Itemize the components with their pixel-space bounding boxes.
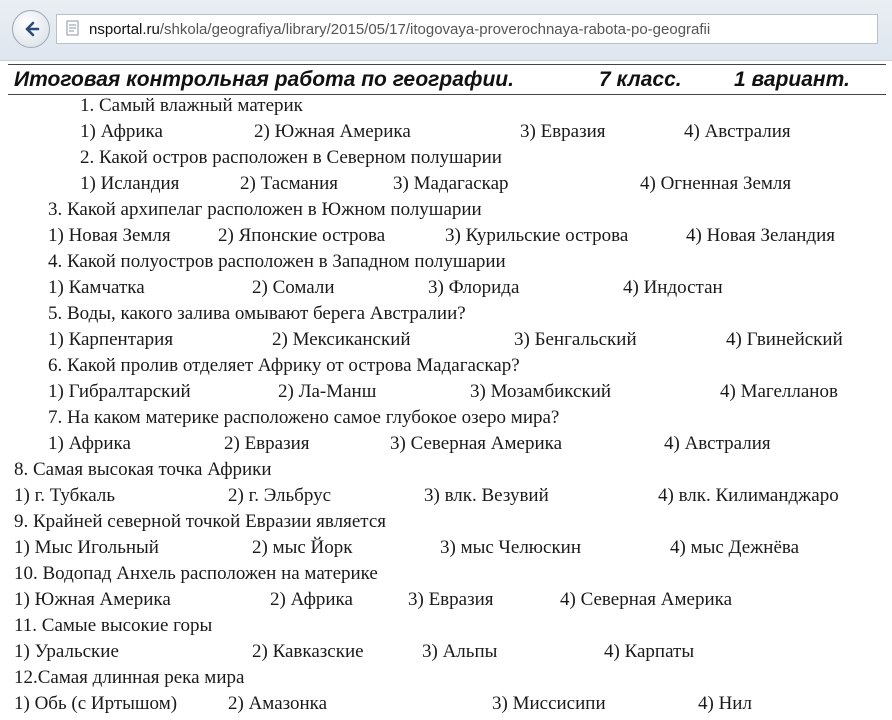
- option: 1) Африка: [80, 121, 163, 142]
- page-icon: [65, 20, 83, 38]
- question-row: [0, 93, 892, 119]
- question-row: [0, 249, 892, 275]
- option: 2) Африка: [270, 589, 353, 610]
- question-row: [0, 613, 892, 639]
- option: 4) Северная Америка: [560, 589, 733, 610]
- option: 1) Обь (с Иртышом): [14, 693, 178, 714]
- top-rule: [8, 64, 886, 65]
- option: 4) Огненная Земля: [640, 173, 792, 194]
- options-row: [0, 535, 892, 561]
- option: 1) Карпентария: [48, 329, 174, 350]
- question-row: [0, 197, 892, 223]
- option: 2) Мексиканский: [272, 329, 411, 350]
- options-row: [0, 275, 892, 301]
- option: 3) Альпы: [422, 641, 498, 662]
- question-text: 4. Какой полуостров расположен в Западном полушарии: [48, 251, 506, 272]
- option: 2) Сомали: [252, 277, 335, 298]
- question-text: 5. Воды, какого залива омывают берега Австралии?: [48, 303, 466, 324]
- question-row: [0, 145, 892, 171]
- address-bar[interactable]: [56, 14, 878, 44]
- question-row: [0, 405, 892, 431]
- browser-toolbar: [0, 0, 892, 61]
- question-text: 7. На каком материке расположено самое глубокое озеро мира?: [48, 407, 560, 428]
- option: 4) Магелланов: [720, 381, 838, 402]
- question-row: [0, 561, 892, 587]
- option: 3) Мадагаскар: [393, 173, 509, 194]
- option: 3) Евразия: [520, 121, 606, 142]
- option: 3) Северная Америка: [390, 433, 563, 454]
- options-row: [0, 379, 892, 405]
- question-text: 6. Какой пролив отделяет Африку от острова Мадагаскар?: [48, 355, 520, 376]
- option: 3) влк. Везувий: [424, 485, 549, 506]
- back-button[interactable]: [12, 10, 50, 48]
- option: 2) Ла-Манш: [278, 381, 377, 402]
- option: 2) Южная Америка: [254, 121, 411, 142]
- question-text: 11. Самые высокие горы: [14, 615, 213, 636]
- option: 3) Бенгальский: [514, 329, 637, 350]
- question-row: [0, 509, 892, 535]
- test-title: Итоговая контрольная работа по географии.: [14, 68, 514, 91]
- options-row: [0, 327, 892, 353]
- options-row: [0, 119, 892, 145]
- url-domain: nsportal.ru: [89, 20, 160, 38]
- option: 2) г. Эльбрус: [228, 485, 332, 506]
- option: 1) г. Тубкаль: [14, 485, 115, 506]
- option: 4) влк. Килиманджаро: [658, 485, 839, 506]
- option: 1) Камчатка: [48, 277, 145, 298]
- option: 4) Новая Зеландия: [686, 225, 836, 246]
- option: 2) мыс Йорк: [252, 537, 353, 558]
- question-row: [0, 665, 892, 691]
- option: 1) Гибралтарский: [48, 381, 191, 402]
- option: 1) Мыс Игольный: [14, 537, 159, 558]
- option: 3) Миссисипи: [492, 693, 606, 714]
- option: 4) Нил: [698, 693, 752, 714]
- options-row: [0, 223, 892, 249]
- options-row: [0, 171, 892, 197]
- url-path: /shkola/geografiya/library/2015/05/17/itogovaya-proverochnaya-rabota-po-geografii: [159, 20, 711, 38]
- options-row: [0, 483, 892, 509]
- question-text: 1. Самый влажный материк: [80, 95, 303, 116]
- option: 1) Уральские: [14, 641, 119, 662]
- option: 4) Индостан: [623, 277, 723, 298]
- option: 4) Гвинейский: [726, 329, 843, 350]
- question-row: [0, 457, 892, 483]
- options-row: [0, 431, 892, 457]
- option: 1) Исландия: [80, 173, 180, 194]
- option: 4) Карпаты: [604, 641, 695, 662]
- question-text: 12.Самая длинная река мира: [14, 667, 245, 688]
- option: 2) Кавказские: [252, 641, 364, 662]
- options-row: [0, 691, 892, 717]
- question-row: [0, 301, 892, 327]
- question-text: 3. Какой архипелаг расположен в Южном полушарии: [48, 199, 482, 220]
- question-text: 9. Крайней северной точкой Евразии является: [14, 511, 386, 532]
- option: 3) Евразия: [408, 589, 494, 610]
- option: 4) Австралия: [684, 121, 791, 142]
- option: 1) Южная Америка: [14, 589, 171, 610]
- option: 3) Флорида: [428, 277, 520, 298]
- question-row: [0, 353, 892, 379]
- option: 2) Японские острова: [218, 225, 386, 246]
- option: 3) Курильские острова: [445, 225, 629, 246]
- url-text: [89, 21, 710, 38]
- option: 4) мыс Дежнёва: [670, 537, 800, 558]
- test-grade: 7 класс.: [599, 68, 682, 91]
- question-text: 2. Какой остров расположен в Северном полушарии: [80, 147, 502, 168]
- option: 2) Евразия: [224, 433, 310, 454]
- option: 1) Новая Земля: [48, 225, 171, 246]
- option: 3) мыс Челюскин: [440, 537, 582, 558]
- back-arrow-icon: [22, 20, 40, 38]
- question-text: 8. Самая высокая точка Африки: [14, 459, 272, 480]
- option: 2) Тасмания: [240, 173, 338, 194]
- test-variant: 1 вариант.: [734, 68, 850, 91]
- option: 4) Австралия: [664, 433, 771, 454]
- option: 3) Мозамбикский: [470, 381, 612, 402]
- options-row: [0, 639, 892, 665]
- options-row: [0, 587, 892, 613]
- question-text: 10. Водопад Анхель расположен на материке: [14, 563, 378, 584]
- option: 2) Амазонка: [228, 693, 328, 714]
- option: 1) Африка: [48, 433, 131, 454]
